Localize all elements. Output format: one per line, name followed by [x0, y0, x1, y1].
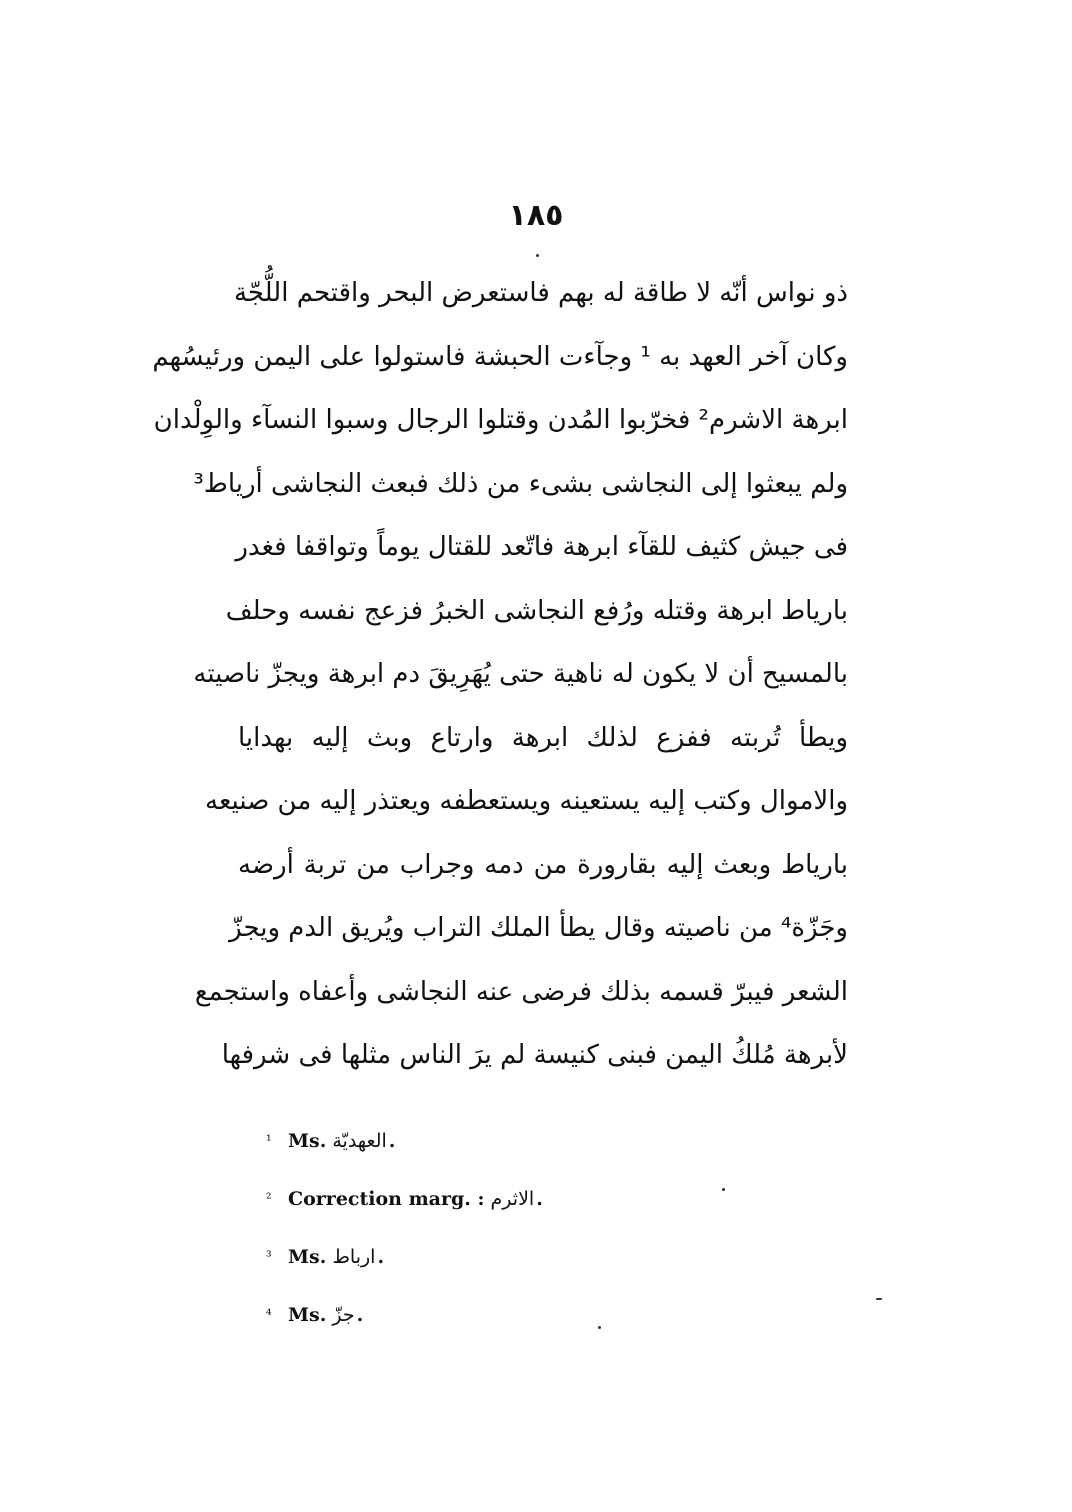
- footnote-period: .: [377, 1246, 385, 1268]
- footnote-period: .: [356, 1304, 364, 1326]
- text-line: وكان آخر العهد به ¹ وجآءت الحبشة فاستولوا على اليمن ورئيسُهم: [152, 341, 848, 372]
- footnote-arabic: الاثرم: [490, 1188, 535, 1210]
- footnote-label: Ms.: [288, 1246, 327, 1268]
- footnotes: [266, 1112, 666, 1344]
- text-line: والاموال وكتب إليه يستعينه ويستعطفه ويعتذر إليه من صنيعه: [205, 786, 848, 816]
- text-line: الشعر فيبرّ قسمه بذلك فرضى عنه النجاشى وأعفاه واستجمع: [194, 976, 848, 1007]
- text-line: وجَزّة⁴ من ناصيته وقال يطأ الملك التراب ويُريق الدم ويجزّ: [229, 913, 848, 943]
- scan-speck: [598, 1326, 601, 1329]
- footnote-arabic: العهديّة: [332, 1130, 387, 1152]
- footnote-period: .: [536, 1188, 543, 1210]
- footnote-marker: ²: [266, 1191, 272, 1207]
- scan-speck: [876, 1298, 882, 1300]
- footnote-label: Ms.: [288, 1304, 327, 1326]
- text-line: بالمسيح أن لا يكون له ناهية حتى يُهَرِيقَ دم ابرهة ويجزّ ناصيته: [193, 659, 848, 689]
- footnote-marker: ³: [266, 1249, 272, 1265]
- footnote-period: .: [388, 1130, 396, 1152]
- footnote-arabic: ارباط: [332, 1246, 376, 1268]
- text-line: لأبرهة مُلكُ اليمن فبنى كنيسة لم يرَ الناس مثلها فى شرفها: [221, 1040, 848, 1070]
- footnote-1: [266, 1112, 666, 1170]
- footnote-marker: ¹: [266, 1133, 272, 1149]
- page-number: ١٨٥: [508, 198, 564, 233]
- main-text: [152, 262, 848, 1088]
- footnote-marker: ⁴: [266, 1307, 272, 1323]
- scan-speck: [722, 1188, 725, 1191]
- scan-speck: [536, 254, 539, 257]
- footnote-label: Correction marg. :: [288, 1188, 485, 1210]
- footnote-2: [266, 1170, 666, 1228]
- text-line: فى جيش كثيف للقآء ابرهة فاتّعد للقتال يوماً وتواقفا فغدر: [235, 532, 848, 562]
- text-line: ولم يبعثوا إلى النجاشى بشىء من ذلك فبعث النجاشى أرياط³: [193, 468, 848, 499]
- text-line: ابرهة الاشرم² فخرّبوا المُدن وقتلوا الرجال وسبوا النسآء والوِلْدان: [153, 405, 848, 435]
- text-line: بارياط ابرهة وقتله ورُفع النجاشى الخبرُ فزعج نفسه وحلف: [225, 595, 848, 626]
- text-line: ذو نواس أنّه لا طاقة له بهم فاستعرض البحر واقتحم اللُّجّة: [233, 278, 848, 308]
- footnote-label: Ms.: [288, 1130, 327, 1152]
- text-line: ويطأ تُربته ففزع لذلك ابرهة وارتاع وبث إليه بهدايا: [238, 722, 848, 753]
- footnote-arabic: جزّ: [332, 1304, 355, 1326]
- footnote-3: [266, 1228, 666, 1286]
- text-line: بارياط وبعث إليه بقارورة من دمه وجراب من تربة أرضه: [238, 849, 848, 880]
- footnote-4: [266, 1286, 666, 1344]
